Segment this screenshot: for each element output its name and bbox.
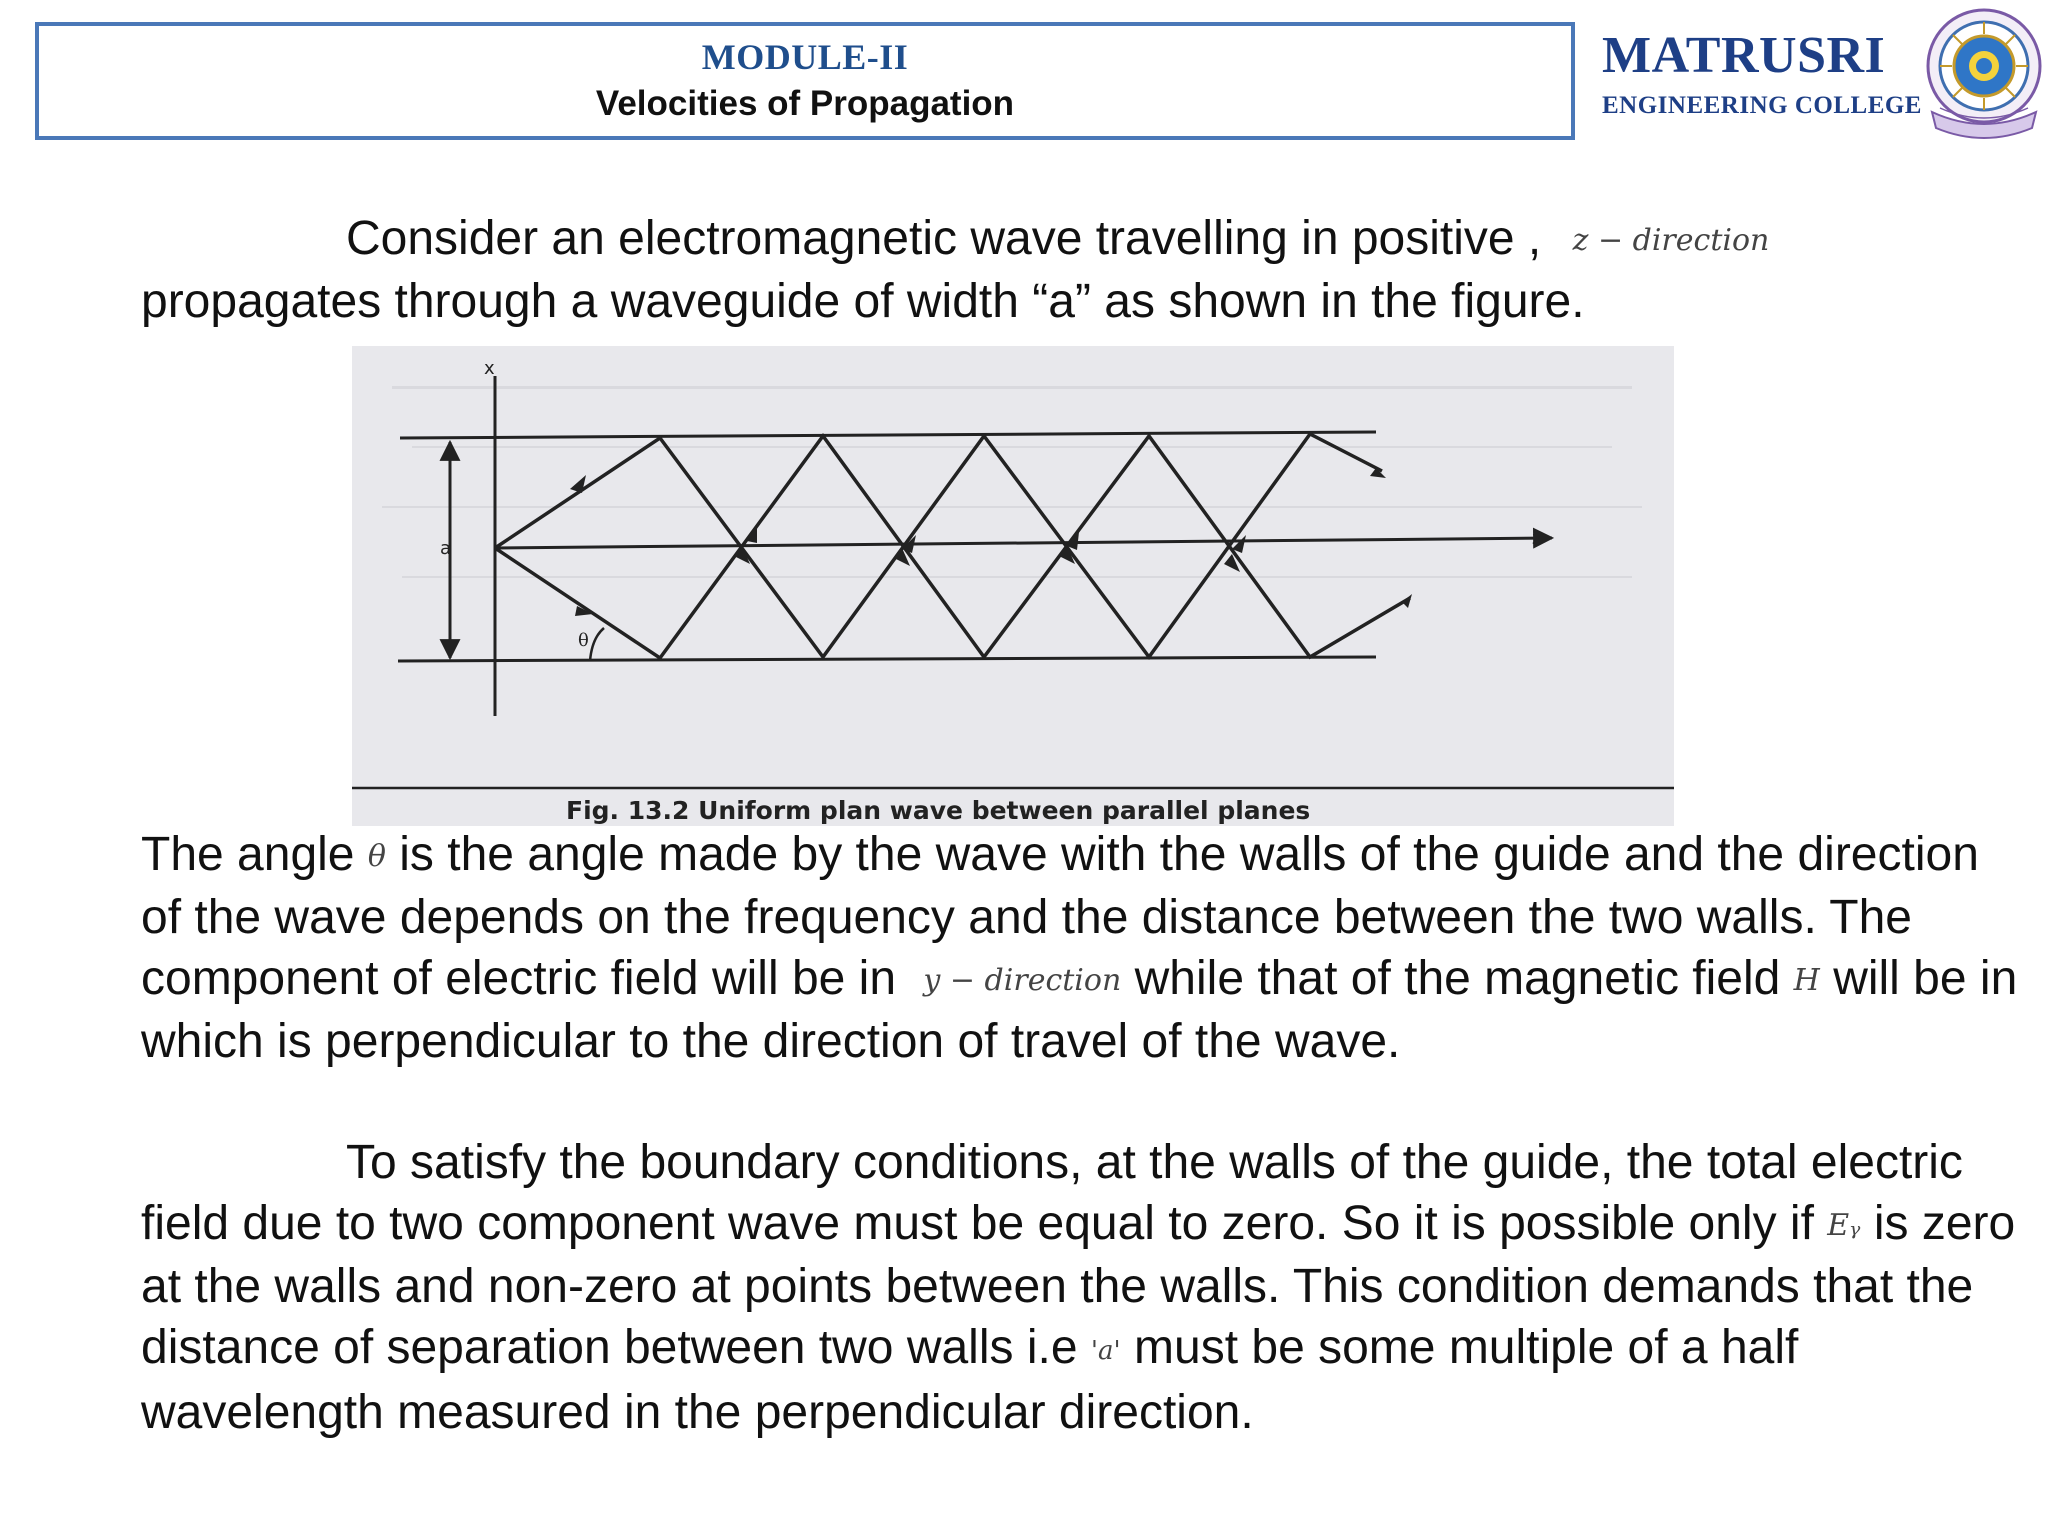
z-axis-label: z [1532, 528, 1542, 549]
intro-text-2: propagates through a waveguide of width “a” as shown in the figure. [141, 275, 1585, 328]
intro-text: Consider an electromagnetic wave travelling in positive , [346, 212, 1542, 265]
slide-title: Velocities of Propagation [595, 84, 1015, 123]
ey-math: Eᵧ [1827, 1208, 1861, 1243]
a-math: 'a' [1090, 1336, 1121, 1366]
para1-text-1: The angle [141, 828, 355, 881]
theta-label: θ [578, 630, 589, 651]
college-subtitle: ENGINEERING COLLEGE [1602, 92, 1922, 119]
intro-paragraph [141, 208, 2021, 332]
boundary-paragraph [141, 1132, 2021, 1443]
header-box [35, 22, 1575, 140]
waveguide-figure [352, 346, 1674, 826]
para1-text-4: will be in which is perpendicular to the direction of travel of the wave. [141, 952, 2018, 1068]
theta-math: θ [367, 839, 386, 874]
para2-text-3: must be some multiple of a half wavelength measured in the perpendicular direction. [141, 1321, 1799, 1439]
para1-text-2: is the angle made by the wave with the walls of the guide and the direction of the wave depends on the frequency and the distance between the two walls. The component of electric field will be in [141, 828, 1979, 1005]
x-axis-label: x [484, 358, 495, 379]
angle-paragraph [141, 824, 2021, 1072]
college-name: MATRUSRI [1602, 27, 1886, 84]
module-title: MODULE-II [701, 37, 909, 77]
para2-text-1: To satisfy the boundary conditions, at the walls of the guide, the total electric field due to two component wave must be equal to zero. So it is possible only if [141, 1136, 1963, 1250]
width-label: a [440, 538, 452, 559]
figure-caption: Fig. 13.2 Uniform plan wave between parallel planes [566, 796, 1311, 825]
h-field-math: H [1793, 963, 1820, 998]
college-emblem-icon [1922, 4, 2046, 142]
para2-text-2: is zero at the walls and non-zero at points between the walls. This condition demands that the distance of separation between two walls i.e [141, 1197, 2016, 1374]
para1-text-3: while that of the magnetic field [1134, 952, 1781, 1005]
college-logo-text [1602, 27, 1922, 120]
y-direction-math: y − direction [923, 963, 1122, 998]
z-direction-math: z − direction [1572, 223, 1770, 258]
